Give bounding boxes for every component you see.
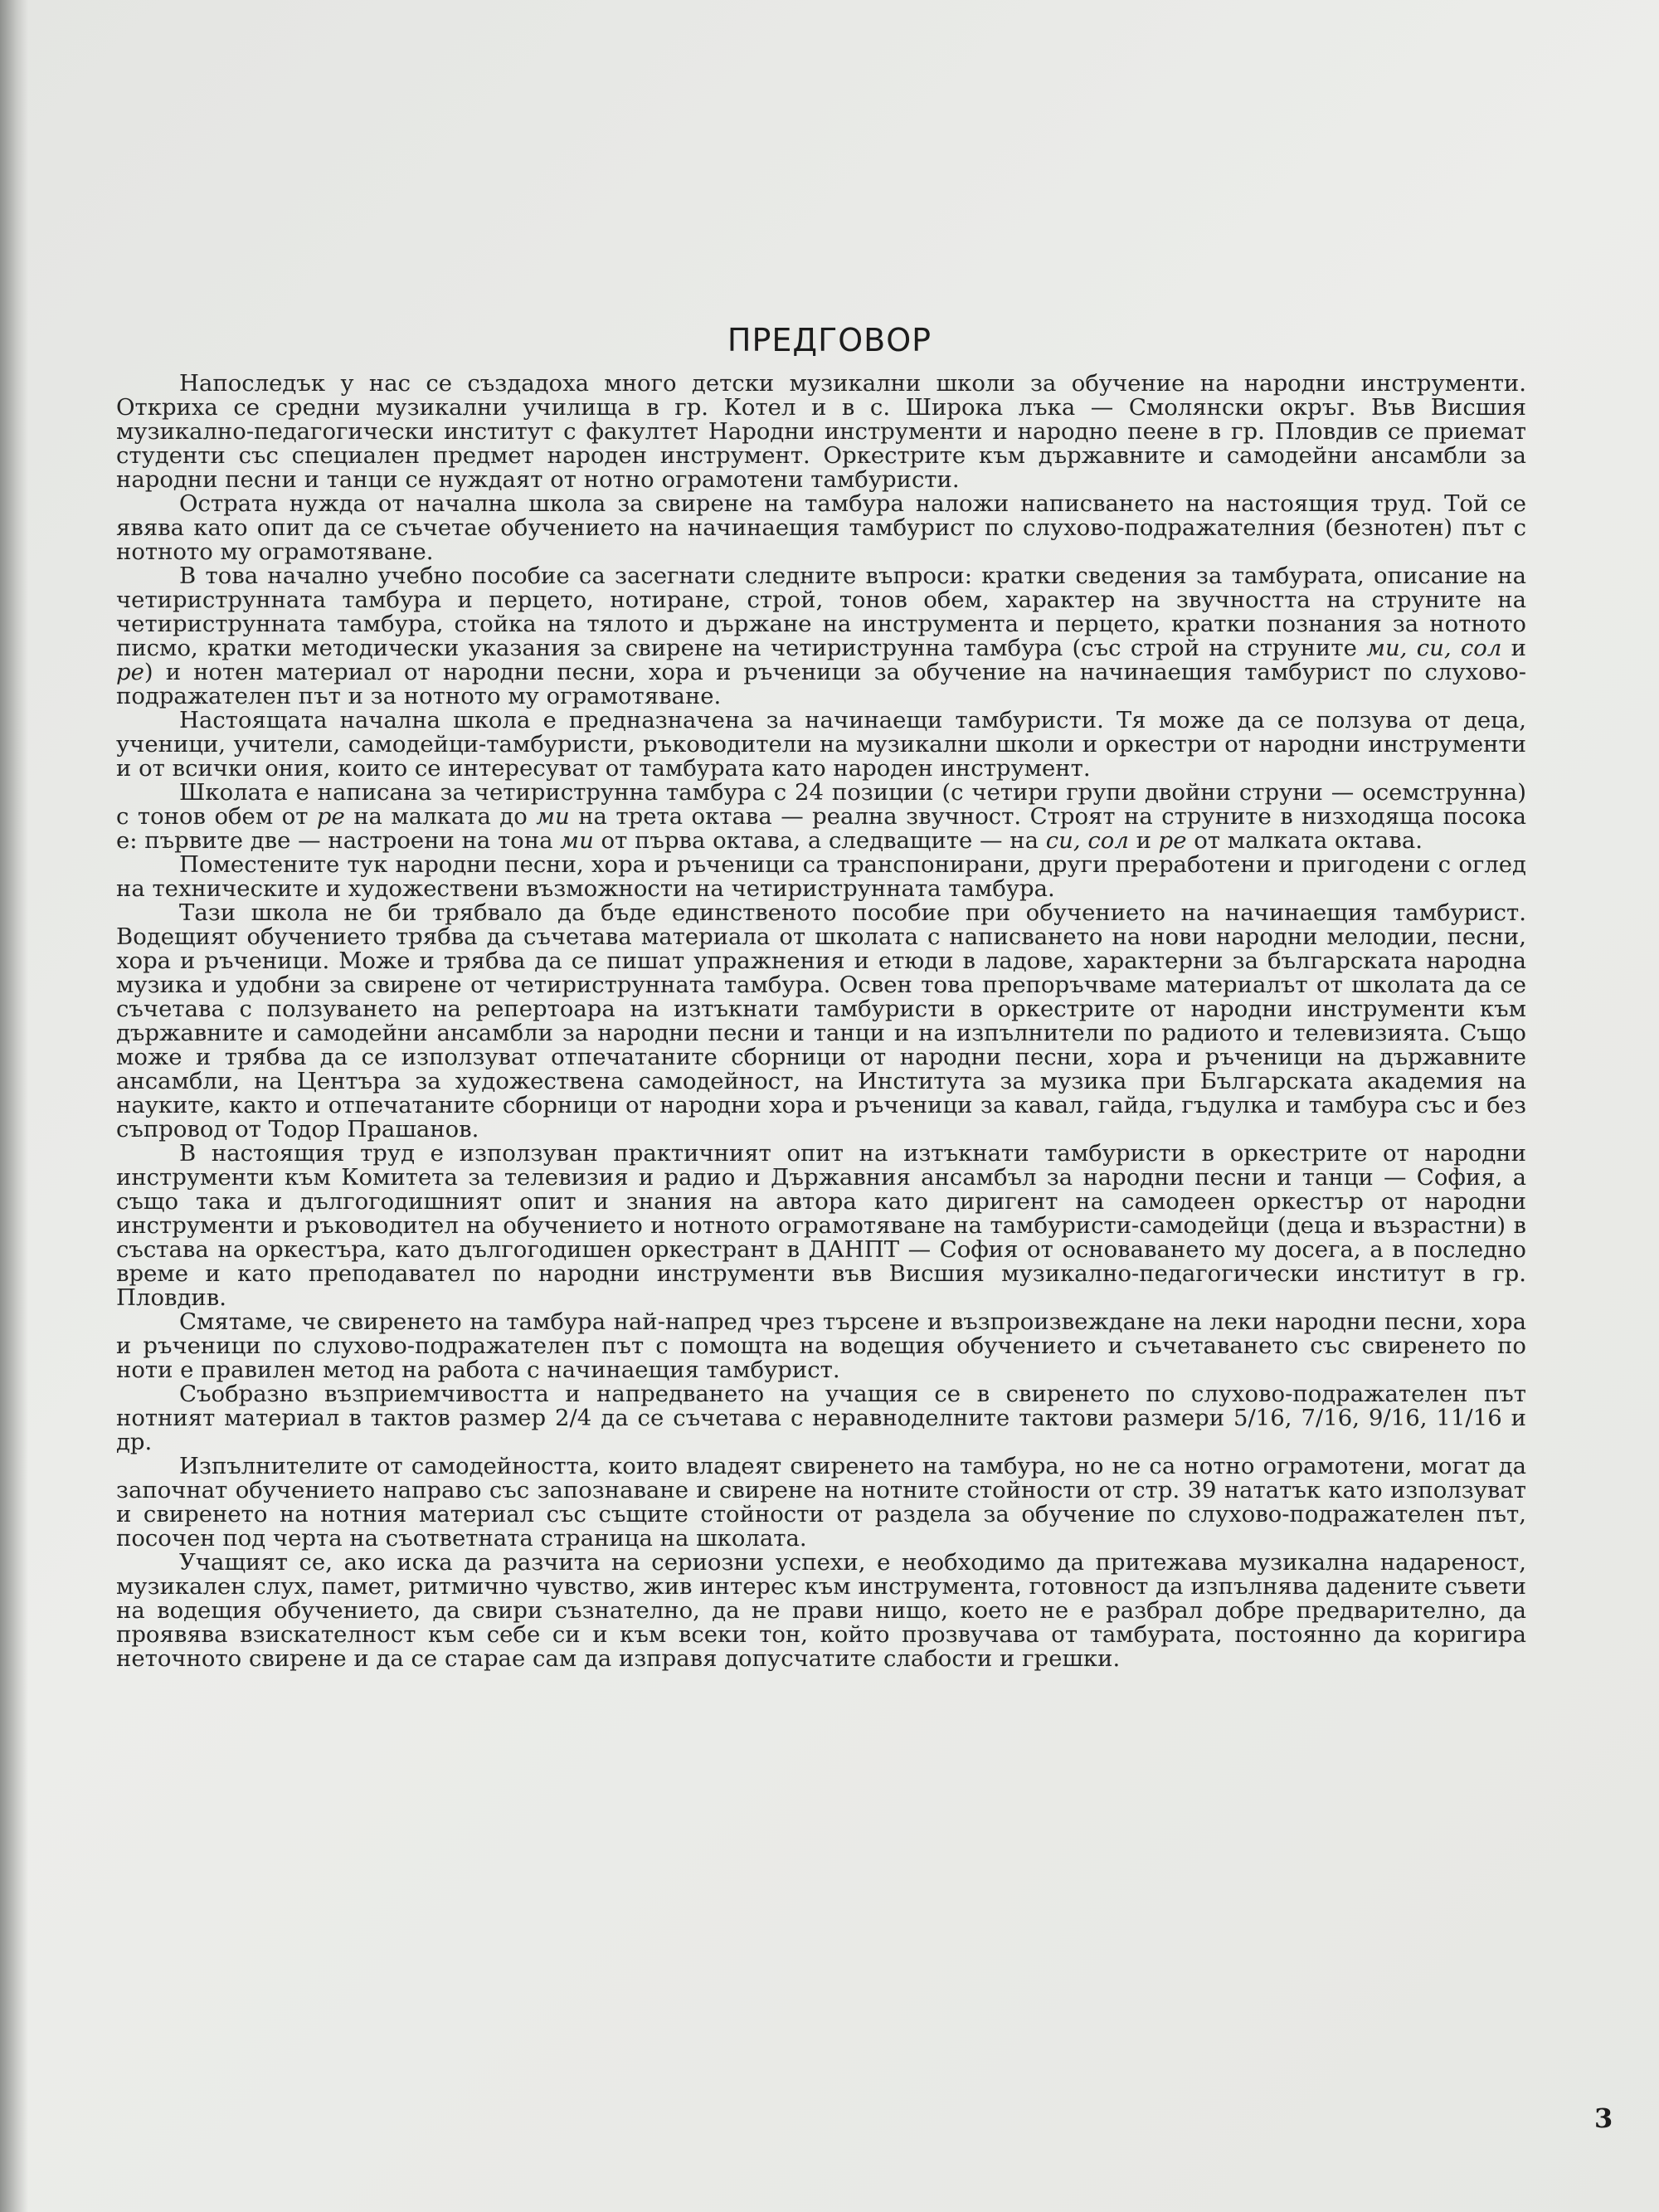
paragraph-text: Школата е написана за четириструнна тамбура с 24 позиции (с четири групи двойни струни — осемструнна) с тонов обем от [116, 779, 1526, 830]
paragraph [116, 1310, 1526, 1382]
italic-note-name: ре [316, 803, 345, 830]
paragraph [116, 1454, 1526, 1551]
paragraph [116, 372, 1526, 492]
italic-note-name: ми [536, 803, 570, 830]
paragraph-text: Острата нужда от начална школа за свирене на тамбура наложи написването на настоящия труд. Той се явява като опит да се съчетае обучението на начинаещия тамбурист по слухово-подражателния (безнотен) път с нотното му ограмотяване. [116, 490, 1526, 565]
paragraph-text: Тази школа не би трябвало да бъде единственото пособие при обучението на начинаещия тамбурист. Водещият обучението трябва да съчетава материала от школата с написването на нови народни мелодии, песни, хора и ръченици. Може и трябва да се пишат упражнения и етюди в ладове, характерни за българската народна музика и удобни за свирене от четириструнната тамбура. Освен това препоръчваме материалът от школата да се съчетава с ползуването на репертоара на изтъкнати тамбуристи в оркестрите от народни инструменти към държавните и самодейни ансамбли за народни песни и танци и на изпълнители по радиото и телевизията. Също може и трябва да се използуват отпечатаните сборници от народни песни, хора и ръченици на държавните ансамбли, на Центъра за художествена самодейност, на Института за музика при Българската академия на науките, както и отпечатаните сборници от народни хора и ръченици за кавал, гайда, гъдулка и тамбура със и без съпровод от Тодор Прашанов. [116, 899, 1526, 1143]
paragraph-text: Съобразно възприемчивостта и напредването на учащия се в свиренето по слухово-подражателен път нотният материал в тактов размер 2/4 да се съчетава с неравноделните тактови размери 5/16, 7/16, 9/16, 11/16 и др. [116, 1381, 1526, 1455]
italic-note-name: си, сол [1045, 827, 1129, 854]
italic-note-name: ре [1158, 827, 1187, 854]
preface-body [116, 372, 1526, 1671]
paragraph [116, 853, 1526, 901]
paragraph [116, 709, 1526, 781]
paragraph-text: ) и нотен материал от народни песни, хора и ръченици за обучение на начинаещия тамбурист по слухово-подражателен път и за нотното му ограмотяване. [116, 659, 1526, 709]
paragraph-text: и [1128, 827, 1159, 854]
paragraph-text: Учащият се, ако иска да разчита на сериозни успехи, е необходимо да притежава музикална надареност, музикален слух, памет, ритмично чувство, жив интерес към инструмента, готовност да изпълнява дадените съвети на водещия обучението, да свири съзнателно, да не прави нищо, което не е разбрал добре предварително, да проявява взискателност към себе си и към всеки тон, който прозвучава от тамбурата, постоянно да коригира неточното свирене и да се старае сам да изправя допусчатите слабости и грешки. [116, 1549, 1526, 1672]
paragraph [116, 1551, 1526, 1671]
paragraph [116, 1382, 1526, 1454]
paragraph [116, 564, 1526, 709]
paragraph-text: Настоящата начална школа е предназначена за начинаещи тамбуристи. Тя може да се ползува от деца, ученици, учители, самодейци-тамбуристи, ръководители на музикални школи и оркестри от народни инструменти и от всички ония, които се интересуват от тамбурата като народен инструмент. [116, 707, 1526, 782]
paragraph-text: Напоследък у нас се създадоха много детски музикални школи за обучение на народни инструменти. Откриха се средни музикални училища в гр. Котел и в с. Широка лъка — Смолянски окръг. Във Висшия музикално-педагогически институт с факултет Народни инструменти и народно пеене в гр. Пловдив се приемат студенти със специален предмет народен инструмент. Оркестрите към държавните и самодейни ансамбли за народни песни и танци се нуждаят от нотно ограмотени тамбуристи. [116, 370, 1526, 493]
paragraph-text: на трета октава — реална звучност. Строят на струните в низходяща посока е: първите две — настроени на тона [116, 803, 1526, 854]
italic-note-name: ми [560, 827, 594, 854]
paragraph-text: от първа октава, а следващите — на [593, 827, 1046, 854]
paragraph [116, 901, 1526, 1142]
paragraph-text: Смятаме, че свиренето на тамбура най-напред чрез търсене и възпроизвеждане на леки народни песни, хора и ръченици по слухово-подражателен път с помощта на водещия обучението и съчетаването със свиренето по ноти е правилен метод на работа с начинаещия тамбурист. [116, 1308, 1526, 1383]
paragraph-text: В настоящия труд е използуван практичният опит на изтъкнати тамбуристи в оркестрите от народни инструменти към Комитета за телевизия и радио и Държавния ансамбъл за народни песни и танци — София, а също така и дългогодишният опит и знания на автора като диригент на самодеен оркестър от народни инструменти и ръководител на обучението и нотното ограмотяване на тамбуристи-самодейци (деца и възрастни) в състава на оркестъра, като дългогодишен оркестрант в ДАНПТ — София от основаването му досега, а в последно време и като преподавател по народни инструменти във Висшия музикално-педагогически институт в гр. Пловдив. [116, 1140, 1526, 1311]
italic-note-name: ми, си, сол [1366, 635, 1502, 661]
paragraph-text: от малката октава. [1186, 827, 1423, 854]
paragraph-text: на малката до [344, 803, 537, 830]
paragraph-text: В това начално учебно пособие са засегнати следните въпроси: кратки сведения за тамбурата, описание на четириструнната тамбура и перцето, нотиране, строй, тонов обем, характер на звучността на струните на четириструнната тамбура, стойка на тялото и държане на инструмента и перцето, кратки познания за нотното писмо, кратки методически указания за свирене на четириструнна тамбура (със строй на струните [116, 563, 1526, 661]
paragraph-text: Поместените тук народни песни, хора и ръченици са транспонирани, други преработени и пригодени с оглед на техническите и художествени възможности на четириструнната тамбура. [116, 851, 1526, 902]
paragraph [116, 781, 1526, 853]
italic-note-name: ре [116, 659, 144, 685]
paragraph-text: и [1501, 635, 1526, 661]
paragraph-text: Изпълнителите от самодейността, които владеят свиренето на тамбура, но не са нотно ограмотени, могат да започнат обучението направо със запознаване и свирене на нотните стойности от стр. 39 нататък като използуват и свиренето на нотния материал със същите стойности от раздела за обучение по слухово-подражателен път, посочен под черта на съответната страница на школата. [116, 1453, 1526, 1552]
paragraph [116, 1142, 1526, 1310]
paragraph [116, 492, 1526, 564]
page-title: ПРЕДГОВОР [727, 322, 932, 358]
page-number: 3 [1594, 2102, 1613, 2134]
